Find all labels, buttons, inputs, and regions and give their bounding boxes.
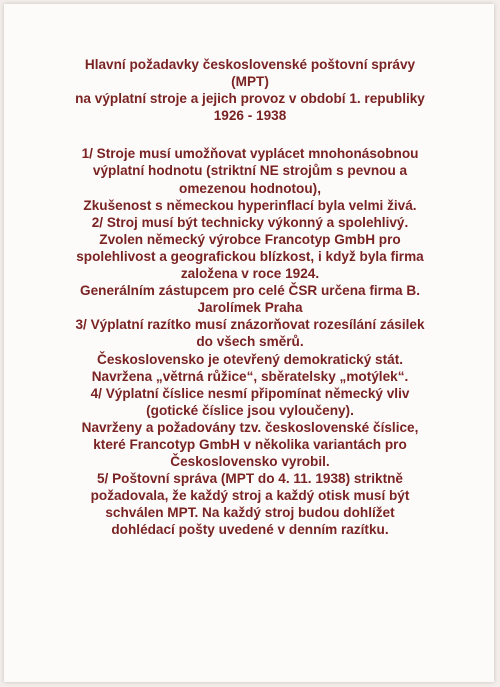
body-line: Navrženy a požadovány tzv. československé číslice,	[81, 419, 419, 435]
title-line: na výplatní stroje a jejich provoz v období 1. republiky	[75, 91, 425, 107]
body-line: 2/ Stroj musí být technicky výkonný a spolehlivý.	[91, 214, 409, 230]
body-line: Československo je otevřený demokratický stát.	[97, 351, 403, 367]
title-line: 1926 - 1938	[213, 108, 287, 124]
body-line: požadovala, že každý stroj a každý otisk musí být	[90, 488, 410, 504]
document-text	[0, 56, 500, 539]
section-gap	[0, 124, 500, 145]
body-line: 1/ Stroje musí umožňovat vyplácet mnohonásobnou	[81, 146, 419, 162]
title-line: Hlavní požadavky československé poštovní správy	[84, 57, 416, 72]
body-line: které Francotyp GmbH v několika variantách pro	[93, 436, 407, 452]
body-line: Československo vyrobil.	[170, 454, 330, 470]
title-line: (MPT)	[231, 74, 269, 90]
body-line: (gotické číslice jsou vyloučeny).	[146, 402, 354, 418]
body-line: Generálním zástupcem pro celé ČSR určena firma B.	[80, 283, 420, 299]
body-line: dohlédací pošty uvedené v denním razítku.	[111, 522, 389, 538]
body-line: 4/ Výplatní číslice nesmí připomínat německý vliv	[90, 385, 410, 401]
body-line: Zvolen německý výrobce Francotyp GmbH pro	[99, 231, 401, 247]
body-line: schválen MPT. Na každý stroj budou dohlížet	[105, 505, 395, 521]
body-line: do všech směrů.	[196, 334, 304, 350]
body-line: založena v roce 1924.	[180, 266, 320, 282]
body-line: Jarolímek Praha	[197, 300, 303, 316]
body-line: spolehlivost a geografickou blízkost, i když byla firma	[76, 248, 424, 264]
body-line: Zkušenost s německou hyperinflací byla velmi živá.	[83, 197, 417, 213]
body-line: 3/ Výplatní razítko musí znázorňovat rozesílání zásilek	[75, 317, 425, 333]
body-line: 5/ Poštovní správa (MPT do 4. 11. 1938) striktně	[97, 471, 403, 487]
body-line: omezenou hodnotou),	[179, 180, 321, 196]
body-line: Navržena „větrná růžice“, sběratelsky „motýlek“.	[91, 368, 409, 384]
body-line: výplatní hodnotu (striktní NE strojům s pevnou a	[92, 163, 408, 179]
